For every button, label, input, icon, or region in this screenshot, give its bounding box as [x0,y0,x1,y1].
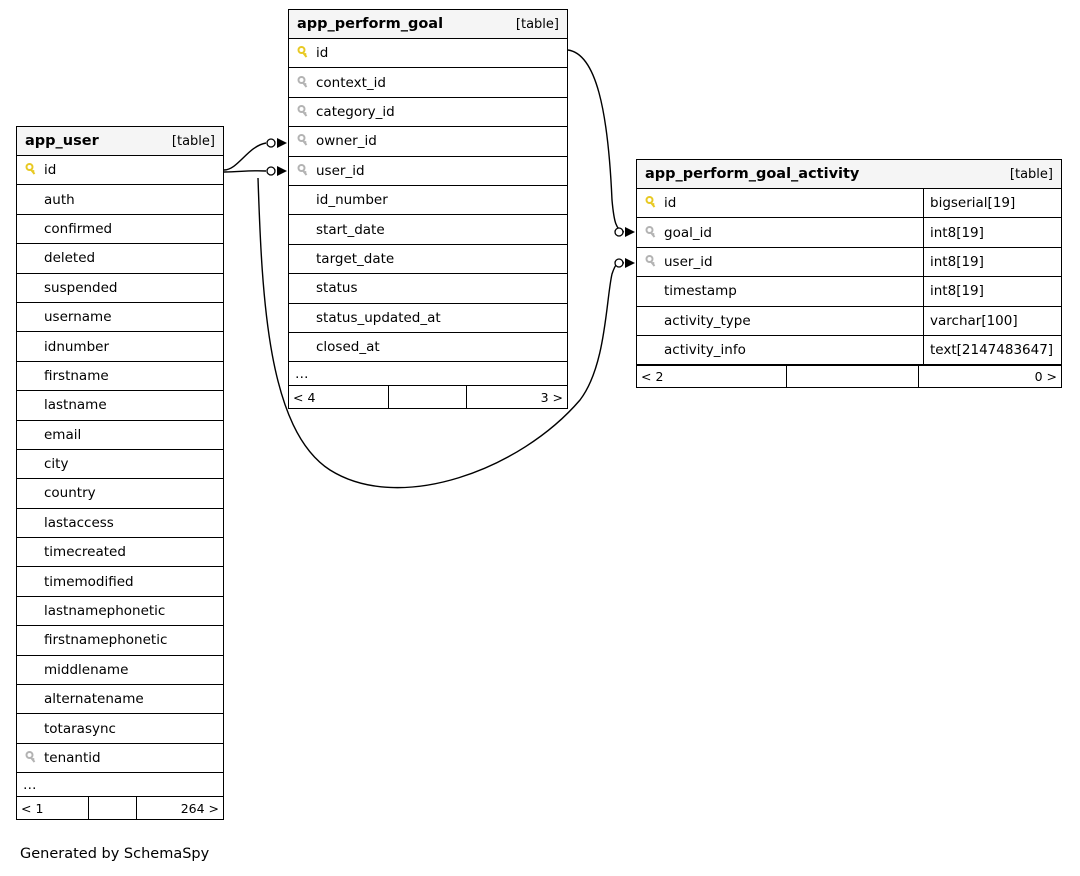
table-footer-app_user [17,797,223,819]
table-row[interactable] [289,127,567,156]
column-type: int8[19] [923,248,1061,276]
column-name: confirmed [44,220,113,237]
more-columns-indicator: … [289,362,567,386]
column-name: username [44,309,112,326]
table-row[interactable] [17,244,223,273]
outgoing-relations-count[interactable]: 0 > [1034,369,1057,385]
column-name: city [44,456,69,473]
table-row[interactable] [289,333,567,362]
column-name: timecreated [44,544,126,561]
table-row[interactable] [17,332,223,361]
table-row[interactable] [289,245,567,274]
column-name: lastname [44,397,107,414]
table-row[interactable] [17,714,223,743]
column-name: firstnamephonetic [44,632,168,649]
table-header-app_user [17,127,223,156]
column-name: lastnamephonetic [44,603,166,620]
table-row[interactable] [289,98,567,127]
outgoing-relations-count[interactable]: 264 > [180,800,219,816]
column-name: closed_at [316,339,380,356]
table-row[interactable] [17,215,223,244]
column-name: id [664,195,677,212]
column-name: alternatename [44,691,144,708]
column-name: activity_type [664,312,751,329]
column-type: int8[19] [923,277,1061,305]
relationship-line-user-goaluser [224,171,266,172]
table-title: app_user [25,133,99,149]
table-row[interactable] [17,421,223,450]
column-name: id_number [316,192,388,209]
table-row[interactable] [289,157,567,186]
incoming-relations-count[interactable]: < 4 [289,386,389,408]
crowsfoot-circle-activityuser [615,259,623,267]
table-row[interactable] [637,336,1061,365]
foreign-key-icon [297,105,311,119]
table-tag: [table] [515,16,559,32]
column-name: context_id [316,74,386,91]
column-list-app_perform_goal_activity [637,189,1061,387]
column-name: goal_id [664,224,712,241]
table-row[interactable] [17,567,223,596]
column-name: timestamp [664,283,737,300]
column-name: middlename [44,661,129,678]
foreign-key-icon [297,164,311,178]
table-row[interactable] [17,744,223,773]
incoming-relations-count[interactable]: < 1 [17,797,89,819]
table-row[interactable] [637,218,1061,247]
foreign-key-icon [297,76,311,90]
arrow-goalid [625,227,635,237]
table-app_perform_goal_activity[interactable] [636,159,1062,388]
table-app_perform_goal[interactable] [288,9,568,409]
column-name: status_updated_at [316,309,441,326]
column-name: target_date [316,250,395,267]
table-row[interactable] [17,362,223,391]
crowsfoot-circle-goalid [615,228,623,236]
table-row[interactable] [289,186,567,215]
column-name: deleted [44,250,96,267]
column-name: tenantid [44,750,101,766]
table-footer-app_perform_goal_activity [637,365,1061,387]
footer-middle [389,386,467,408]
relationship-line-user-owner [224,143,266,170]
column-name: owner_id [316,133,377,150]
arrow-owner [277,138,287,148]
column-name: country [44,485,96,502]
column-list-app_user [17,156,223,819]
footer-middle [787,366,919,387]
table-row[interactable] [289,68,567,97]
foreign-key-icon [297,134,311,148]
table-row[interactable] [17,685,223,714]
table-row[interactable] [17,597,223,626]
column-type: text[2147483647] [923,336,1061,364]
table-title: app_perform_goal [297,16,444,32]
table-row[interactable] [637,277,1061,306]
foreign-key-icon [645,255,659,269]
table-row[interactable] [17,185,223,214]
column-name: category_id [316,103,395,120]
table-tag: [table] [171,133,215,149]
column-name: user_id [316,162,365,179]
column-name: activity_info [664,342,746,359]
column-list-app_perform_goal [289,39,567,408]
table-row[interactable] [17,156,223,185]
column-name: id [316,45,329,62]
table-row[interactable] [637,189,1061,218]
table-row[interactable] [17,303,223,332]
table-row[interactable] [289,304,567,333]
column-name: auth [44,191,75,208]
outgoing-relations-count[interactable]: 3 > [540,389,563,405]
column-name: totarasync [44,720,116,737]
table-title: app_perform_goal_activity [645,166,860,182]
table-row[interactable] [17,538,223,567]
column-name: suspended [44,279,118,296]
table-row[interactable] [17,274,223,303]
table-row[interactable] [17,656,223,685]
table-row[interactable] [17,391,223,420]
column-name: firstname [44,367,109,384]
table-row[interactable] [17,450,223,479]
column-name: lastaccess [44,514,114,531]
arrow-activityuser [625,258,635,268]
column-name: email [44,426,82,443]
column-name: idnumber [44,338,110,355]
column-name: id [44,162,57,179]
more-columns-indicator: … [17,773,223,797]
table-row[interactable] [289,39,567,68]
incoming-relations-count[interactable]: < 2 [637,366,787,387]
table-header-app_perform_goal [289,10,567,39]
crowsfoot-circle-owner [267,139,275,147]
foreign-key-icon [645,226,659,240]
column-type: bigserial[19] [923,189,1061,217]
primary-key-icon [25,163,39,177]
table-row[interactable] [289,215,567,244]
column-name: start_date [316,221,385,238]
table-row[interactable] [17,509,223,538]
foreign-key-icon [25,751,39,765]
column-type: varchar[100] [923,307,1061,335]
crowsfoot-circle-goaluser [267,167,275,175]
table-row[interactable] [637,248,1061,277]
table-row[interactable] [17,479,223,508]
table-row[interactable] [289,274,567,303]
arrow-goaluser [277,166,287,176]
table-header-app_perform_goal_activity [637,160,1061,189]
table-row[interactable] [637,307,1061,336]
generated-by-caption: Generated by SchemaSpy [20,846,210,862]
column-type: int8[19] [923,218,1061,246]
table-footer-app_perform_goal [289,386,567,408]
primary-key-icon [297,46,311,60]
table-row[interactable] [17,626,223,655]
footer-middle [89,797,137,819]
column-name: status [316,280,358,297]
primary-key-icon [645,196,659,210]
relationship-line-goal-activity [568,50,624,232]
table-tag: [table] [1009,166,1053,182]
column-name: timemodified [44,573,134,590]
column-name: user_id [664,253,713,270]
table-app_user[interactable] [16,126,224,820]
